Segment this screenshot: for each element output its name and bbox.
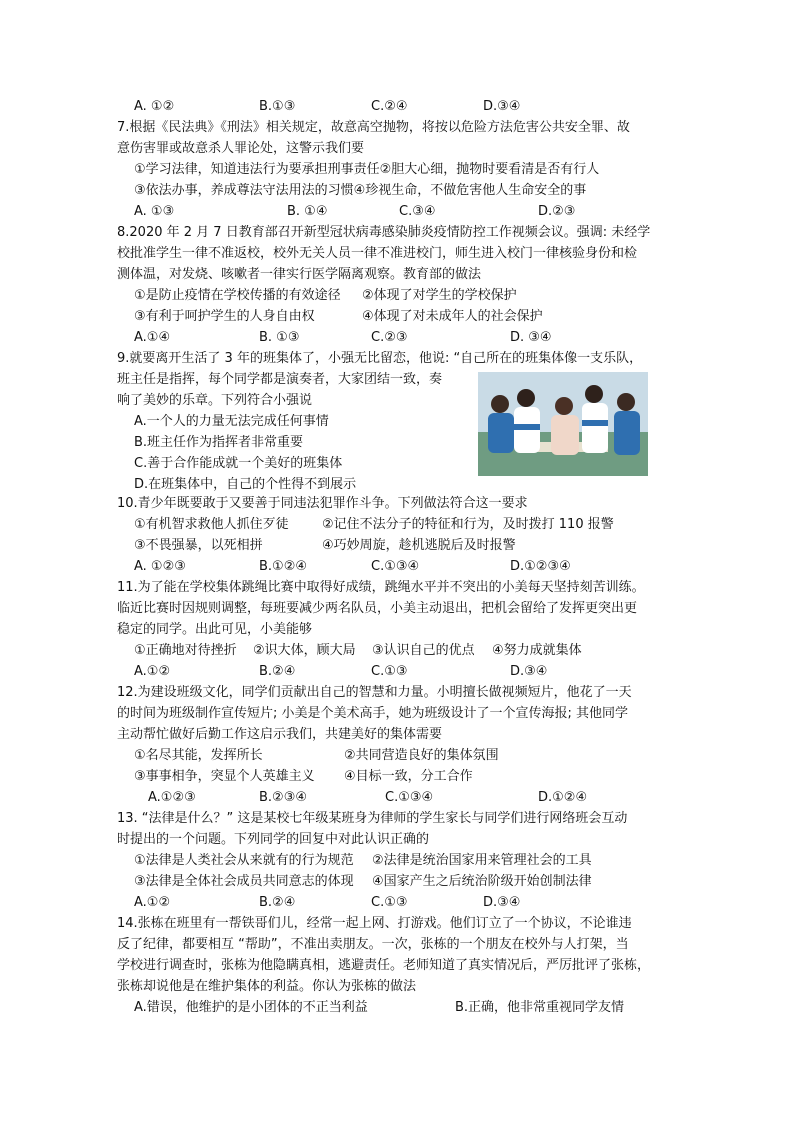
q6-option-a[interactable]: A. ①② (134, 99, 175, 114)
q8-item-4: ④体现了对未成年人的社会保护 (362, 309, 543, 324)
q14-option-a[interactable]: A.错误，他维护的是小团体的不正当利益 (134, 1000, 368, 1015)
q11-stem: 临近比赛时因规则调整，每班要减少两名队员，小美主动退出，把机会留给了发挥更突出更 (117, 601, 638, 616)
q14-option-b[interactable]: B.正确，他非常重视同学友情 (455, 1000, 625, 1015)
q12-item-3: ③事事相争，突显个人英雄主义 (134, 769, 315, 784)
q7-option-b[interactable]: B. ①④ (287, 204, 328, 219)
q8-stem: 8.2020 年 2 月 7 日教育部召开新型冠状病毒感染肺炎疫情防控工作视频会议。强调: 未经学 (117, 225, 651, 240)
q12-option-c[interactable]: C.①③④ (385, 790, 434, 805)
q7-stem: 意伤害罪或故意杀人罪论处，这警示我们要 (117, 141, 365, 156)
q12-stem: 的时间为班级制作宣传短片; 小美是个美术高手，她为班级设计了一个宣传海报; 其他同学 (117, 706, 629, 721)
q9-option-d[interactable]: D.在班集体中，自己的个性得不到展示 (134, 477, 357, 492)
classroom-photo-image (478, 372, 648, 476)
q11-item-3: ③认识自己的优点 (372, 643, 475, 658)
q8-stem: 测体温，对发烧、咳嗽者一律实行医学隔离观察。教育部的做法 (117, 267, 482, 282)
q9-option-b[interactable]: B.班主任作为指挥者非常重要 (134, 435, 304, 450)
q13-stem: 时提出的一个问题。下列同学的回复中对此认识正确的 (117, 832, 430, 847)
q10-option-c[interactable]: C.①③④ (371, 559, 420, 574)
q8-stem: 校批准学生一律不准返校，校外无关人员一律不准进校门，师生进入校门一律核验身份和检 (117, 246, 638, 261)
q13-stem: 13. “法律是什么？” 这是某校七年级某班身为律师的学生家长与同学们进行网络班会互动 (117, 811, 628, 826)
q6-option-b[interactable]: B.①③ (259, 99, 296, 114)
q9-stem: 9.就要离开生活了 3 年的班集体了，小强无比留恋，他说: “自己所在的班集体像一支乐队， (117, 351, 643, 366)
q11-option-d[interactable]: D.③④ (510, 664, 548, 679)
q8-item-3: ③有利于呵护学生的人身自由权 (134, 309, 315, 324)
q13-option-b[interactable]: B.②④ (259, 895, 296, 910)
q13-item-4: ④国家产生之后统治阶级开始创制法律 (372, 874, 592, 889)
q8-option-c[interactable]: C.②③ (371, 330, 408, 345)
q11-item-1: ①正确地对待挫折 (134, 643, 237, 658)
q7-option-c[interactable]: C.③④ (399, 204, 436, 219)
q8-item-1: ①是防止疫情在学校传播的有效途径 (134, 288, 341, 303)
q10-option-d[interactable]: D.①②③④ (510, 559, 571, 574)
q11-option-c[interactable]: C.①③ (371, 664, 408, 679)
q8-item-2: ②体现了对学生的学校保护 (362, 288, 517, 303)
q6-option-c[interactable]: C.②④ (371, 99, 408, 114)
q13-item-1: ①法律是人类社会从来就有的行为规范 (134, 853, 354, 868)
q8-option-a[interactable]: A.①④ (134, 330, 171, 345)
q13-option-d[interactable]: D.③④ (483, 895, 521, 910)
q11-option-b[interactable]: B.②④ (259, 664, 296, 679)
q10-item-4: ④巧妙周旋，趁机逃脱后及时报警 (322, 538, 516, 553)
q12-option-d[interactable]: D.①②④ (538, 790, 588, 805)
q10-item-2: ②记住不法分子的特征和行为，及时拨打 110 报警 (322, 517, 614, 532)
q12-stem: 主动帮忙做好后勤工作这启示我们，共建美好的集体需要 (117, 727, 443, 742)
q9-stem: 班主任是指挥，每个同学都是演奏者，大家团结一致，奏 (117, 372, 443, 387)
q8-option-d[interactable]: D. ③④ (510, 330, 552, 345)
q6-option-d[interactable]: D.③④ (483, 99, 521, 114)
q9-option-c[interactable]: C.善于合作能成就一个美好的班集体 (134, 456, 343, 471)
q13-option-c[interactable]: C.①③ (371, 895, 408, 910)
classroom-photo (478, 372, 648, 476)
q12-item-1: ①名尽其能，发挥所长 (134, 748, 263, 763)
q10-item-3: ③不畏强暴，以死相拼 (134, 538, 263, 553)
q8-option-b[interactable]: B. ①③ (259, 330, 300, 345)
q7-stem: 7.根据《民法典》《刑法》相关规定，故意高空抛物，将按以危险方法危害公共安全罪、故 (117, 120, 630, 135)
q11-option-a[interactable]: A.①② (134, 664, 171, 679)
q11-item-2: ②识大体，顾大局 (253, 643, 356, 658)
q14-stem: 张栋却说他是在维护集体的利益。你认为张栋的做法 (117, 979, 417, 994)
q14-stem: 14.张栋在班里有一帮铁哥们儿，经常一起上网、打游戏。他们订立了一个协议，不论谁违 (117, 916, 632, 931)
q12-stem: 12.为建设班级文化，同学们贡献出自己的智慧和力量。小明擅长做视频短片，他花了一天 (117, 685, 632, 700)
q7-items: ③依法办事，养成尊法守法用法的习惯④珍视生命，不做危害他人生命安全的事 (134, 183, 587, 198)
q11-item-4: ④努力成就集体 (492, 643, 582, 658)
q7-option-d[interactable]: D.②③ (538, 204, 576, 219)
q12-option-b[interactable]: B.②③④ (259, 790, 308, 805)
q13-item-2: ②法律是统治国家用来管理社会的工具 (372, 853, 592, 868)
q10-option-a[interactable]: A. ①②③ (134, 559, 186, 574)
q12-item-2: ②共同营造良好的集体氛围 (344, 748, 499, 763)
q12-option-a[interactable]: A.①②③ (148, 790, 196, 805)
q11-stem: 11.为了能在学校集体跳绳比赛中取得好成绩，跳绳水平并不突出的小美每天坚持刻苦训练。 (117, 580, 645, 595)
q10-stem: 10.青少年既要敢于又要善于同违法犯罪作斗争。下列做法符合这一要求 (117, 496, 528, 511)
q10-option-b[interactable]: B.①②④ (259, 559, 308, 574)
q7-option-a[interactable]: A. ①③ (134, 204, 175, 219)
q13-option-a[interactable]: A.①② (134, 895, 171, 910)
q14-stem: 反了纪律，都要相互 “帮助”，不准出卖朋友。一次，张栋的一个朋友在校外与人打架，当 (117, 937, 629, 952)
q14-stem: 学校进行调查时，张栋为他隐瞒真相，逃避责任。老师知道了真实情况后，严厉批评了张栋， (117, 958, 651, 973)
q7-items: ①学习法律，知道违法行为要承担刑事责任②胆大心细，抛物时要看清是否有行人 (134, 162, 600, 177)
q11-stem: 稳定的同学。出此可见，小美能够 (117, 622, 313, 637)
q9-stem: 响了美妙的乐章。下列符合小强说 (117, 393, 313, 408)
q9-option-a[interactable]: A.一个人的力量无法完成任何事情 (134, 414, 329, 429)
q10-item-1: ①有机智求救他人抓住歹徒 (134, 517, 289, 532)
q13-item-3: ③法律是全体社会成员共同意志的体现 (134, 874, 354, 889)
q12-item-4: ④目标一致，分工合作 (344, 769, 473, 784)
